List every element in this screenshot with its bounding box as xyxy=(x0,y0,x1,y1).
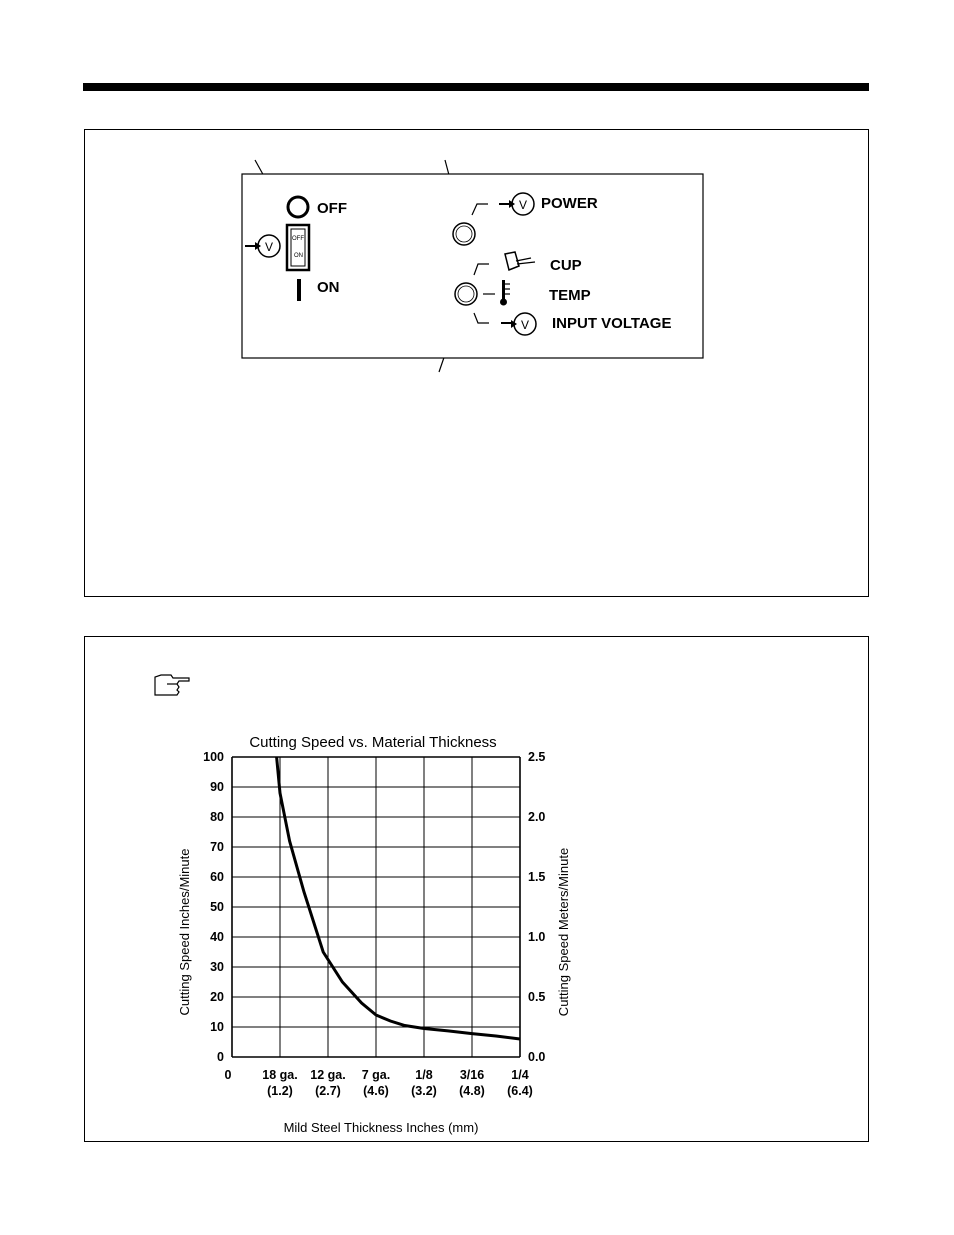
x-tick-label: 1/4 xyxy=(511,1068,529,1082)
svg-text:V: V xyxy=(519,198,528,212)
front-panel-section xyxy=(84,129,869,597)
x-tick-mm-label: (1.2) xyxy=(267,1084,293,1098)
pointing-hand-icon xyxy=(155,675,189,695)
x-tick-label: 3/16 xyxy=(459,1068,485,1082)
y-tick-label: 60 xyxy=(210,870,224,884)
top-rule xyxy=(83,83,869,91)
y-tick-label: 70 xyxy=(210,840,224,854)
y2-tick-label: 0.0 xyxy=(528,1050,546,1064)
x-tick-mm-label: (2.7) xyxy=(315,1084,341,1098)
off-label: OFF xyxy=(317,200,347,217)
y-tick-label: 30 xyxy=(210,960,224,974)
switch-face-off: OFF xyxy=(292,236,304,242)
power-switch-icon[interactable] xyxy=(287,225,309,270)
y-tick-label: 0 xyxy=(217,1050,224,1064)
off-symbol-icon xyxy=(288,197,308,217)
y-tick-label: 50 xyxy=(210,900,224,914)
y-tick-label: 90 xyxy=(210,780,224,794)
svg-text:V: V xyxy=(265,240,274,254)
cutting-speed-chart xyxy=(85,637,870,1143)
y2-tick-label: 1.5 xyxy=(528,870,546,884)
x-tick-label: 7 ga. xyxy=(361,1068,391,1082)
y-tick-label: 100 xyxy=(203,750,224,764)
temp-label: TEMP xyxy=(549,287,591,304)
x-axis-ticks xyxy=(225,1068,533,1098)
y-tick-label: 20 xyxy=(210,990,224,1004)
x-tick-label: 12 ga. xyxy=(310,1068,346,1082)
y-axis-label: Cutting Speed Inches/Minute xyxy=(177,848,192,1016)
x-tick-label: 1/8 xyxy=(415,1068,433,1082)
x-tick-label: 18 ga. xyxy=(262,1068,298,1082)
left-axis-ticks xyxy=(203,750,224,1064)
on-label: ON xyxy=(317,279,340,296)
power-label: POWER xyxy=(541,195,598,212)
right-axis-ticks xyxy=(528,750,545,1064)
svg-text:V: V xyxy=(521,318,530,332)
on-symbol-icon xyxy=(297,279,301,301)
cup-label: CUP xyxy=(550,257,582,274)
y2-axis-label: Cutting Speed Meters/Minute xyxy=(556,847,571,1017)
y2-tick-label: 2.5 xyxy=(528,750,546,764)
x-tick-mm-label: (4.8) xyxy=(459,1084,485,1098)
switch-face-on: ON xyxy=(294,253,303,259)
input-voltage-label: INPUT VOLTAGE xyxy=(552,315,672,332)
chart-grid xyxy=(232,757,520,1057)
x-tick-mm-label: (6.4) xyxy=(507,1084,533,1098)
x-axis-label: Mild Steel Thickness Inches (mm) xyxy=(283,1120,479,1135)
x-tick-label: 0 xyxy=(224,1068,232,1082)
chart-title: Cutting Speed vs. Material Thickness xyxy=(249,734,497,751)
y2-tick-label: 0.5 xyxy=(528,990,546,1004)
cutting-speed-section xyxy=(84,636,869,1142)
y2-tick-label: 2.0 xyxy=(528,810,546,824)
y-tick-label: 10 xyxy=(210,1020,224,1034)
y2-tick-label: 1.0 xyxy=(528,930,546,944)
x-tick-mm-label: (3.2) xyxy=(411,1084,437,1098)
y-tick-label: 80 xyxy=(210,810,224,824)
y-tick-label: 40 xyxy=(210,930,224,944)
x-tick-mm-label: (4.6) xyxy=(363,1084,389,1098)
front-panel-diagram xyxy=(85,130,870,598)
